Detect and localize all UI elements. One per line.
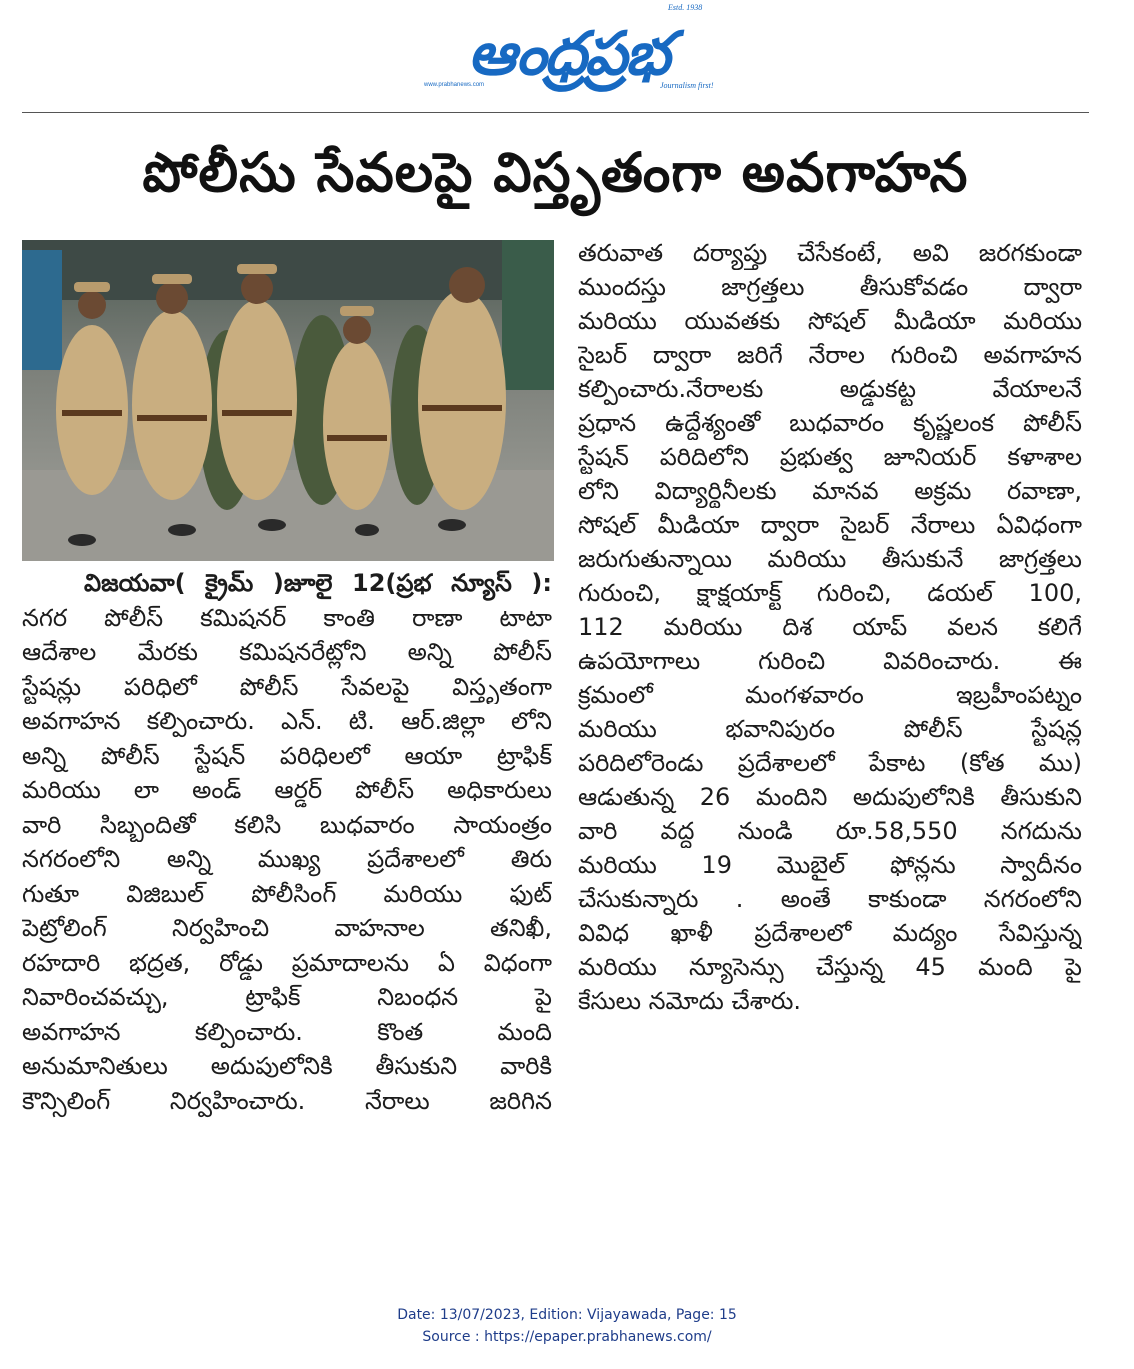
article-line: నగరంలోని అన్ని ముఖ్య ప్రదేశాలలో తిరు <box>22 845 552 873</box>
article-line: అవగాహన కల్పించారు. ఎన్. టి. ఆర్.జిల్లా లోని <box>22 707 552 735</box>
article-line: మరియు భవానిపురం పోలీస్ స్టేషన్ల <box>578 715 1082 743</box>
article-line: మరియు యువతకు సోషల్ మీడియా మరియు <box>578 307 1082 335</box>
article-line: తరువాత దర్యాప్తు చేసేకంటే, అవి జరగకుండా <box>578 239 1082 267</box>
police-officers-photo <box>22 240 554 561</box>
article-line: విజయవా( క్రైమ్ )జూలై 12(ప్రభ న్యూస్ ): <box>84 569 552 597</box>
tagline: Journalism first! <box>660 81 714 90</box>
article-line: అవగాహన కల్పించారు. కొంత మంది <box>22 1017 552 1046</box>
article-photo <box>22 240 554 561</box>
article-line: సోషల్ మీడియా ద్వారా సైబర్ నేరాలు ఏవిధంగా <box>578 511 1082 539</box>
masthead <box>0 0 1134 112</box>
article-line: కల్పించారు.నేరాలకు అడ్డుకట్ట వేయాలనే <box>578 375 1082 403</box>
article-line: ఆదేశాల మేరకు కమిషనరేట్లోని అన్ని పోలీస్ <box>22 638 552 666</box>
newspaper-logo <box>418 18 718 90</box>
article-line: సైబర్ ద్వారా జరిగే నేరాల గురించి అవగాహన <box>578 341 1082 369</box>
site-url: www.prabhanews.com <box>424 82 485 88</box>
article-line: చేసుకున్నారు . అంతే కాకుండా నగరంలోని <box>578 885 1082 913</box>
source-url: Source : https://epaper.prabhanews.com/ <box>422 1329 712 1345</box>
masthead-divider <box>22 112 1089 113</box>
article-line: గుతూ విజిబుల్ పోలీసింగ్ మరియు ఫుట్ <box>22 879 552 908</box>
article-line: క్రమంలో మంగళవారం ఇబ్రహీంపట్నం <box>578 681 1082 709</box>
article-line: స్టేషన్ పరిదిలోని ప్రభుత్వ జూనియర్ కళాశాల <box>578 443 1082 471</box>
article-line: అనుమానితులు అదుపులోనికి తీసుకుని వారికి <box>22 1052 552 1080</box>
article-line: మరియు న్యూసెన్సు చేస్తున్న 45 మంది పై <box>578 953 1082 981</box>
article-line: స్టేషన్లు పరిధిలో పోలీస్ సేవలపై విస్తృతంగా <box>22 672 552 701</box>
article-line: 112 మరియు దిశ యాప్ వలన కలిగే <box>578 613 1082 641</box>
article-line: కౌన్సిలింగ్ నిర్వహించారు. నేరాలు జరిగిన <box>22 1086 552 1115</box>
article-line: మరియు లా అండ్ ఆర్డర్ పోలీస్ అధికారులు <box>22 776 552 804</box>
article-line: ప్రధాన ఉద్దేశ్యంతో బుధవారం కృష్ణలంక పోలీస్ <box>578 409 1082 437</box>
article-line: వారి సిబ్బందితో కలిసి బుధవారం సాయంత్రం <box>22 810 552 839</box>
article-headline: పోలీసు సేవలపై విస్తృతంగా అవగాహన <box>142 141 969 204</box>
article-line: వివిధ ఖాళీ ప్రదేశాలలో మద్యం సేవిస్తున్న <box>578 919 1082 947</box>
article-line: నివారించవచ్చు, ట్రాఫిక్ నిబంధన పై <box>22 983 552 1011</box>
estd-label: Estd. 1938 <box>668 3 703 12</box>
article-line: ఉపయోగాలు గురించి వివరించారు. ఈ <box>578 647 1082 675</box>
logo-wordmark: ఆంధ్రప్రభ <box>467 19 669 89</box>
article-column-right <box>578 236 1082 1018</box>
article-line: రహదారి భద్రత, రోడ్డు ప్రమాదాలను ఏ విధంగా <box>22 948 552 977</box>
article-line: లోని విద్యార్థినీలకు మానవ అక్రమ రవాణా, <box>578 477 1082 505</box>
article-column-left <box>22 566 552 1118</box>
article-line: జరుగుతున్నాయి మరియు తీసుకునే జాగ్రత్తలు <box>578 545 1082 573</box>
article-line: గురుంచి, క్షాక్షయాక్ట్ గురించి, డయల్ 100, <box>578 579 1082 607</box>
article-line: ముందస్తు జాగ్రత్తలు తీసుకోవడం ద్వారా <box>578 273 1082 301</box>
article-line: ఆడుతున్న 26 మందిని అదుపులోనికి తీసుకుని <box>578 783 1082 811</box>
article-line: వారి వద్ద నుండి రూ.58,550 నగదును <box>578 817 1082 845</box>
article-line: అన్ని పోలీస్ స్టేషన్ పరిధిలలో ఆయా ట్రాఫిక్ <box>22 741 552 770</box>
article-line: కేసులు నమోదు చేశారు. <box>578 987 802 1015</box>
article-line: నగర పోలీస్ కమిషనర్ కాంతి రాణా టాటా <box>22 603 552 632</box>
article-line: పెట్రోలింగ్ నిర్వహించి వాహనాల తనిఖీ, <box>22 914 552 942</box>
edition-info: Date: 13/07/2023, Edition: Vijayawada, Page: 15 <box>397 1307 737 1323</box>
article-line: మరియు 19 మొబైల్ ఫోన్లను స్వాదీనం <box>578 851 1082 879</box>
footer <box>0 1304 1134 1348</box>
article-line: పరిదిలోరెండు ప్రదేశాలలో పేకాట (కోత ము) <box>578 749 1082 777</box>
